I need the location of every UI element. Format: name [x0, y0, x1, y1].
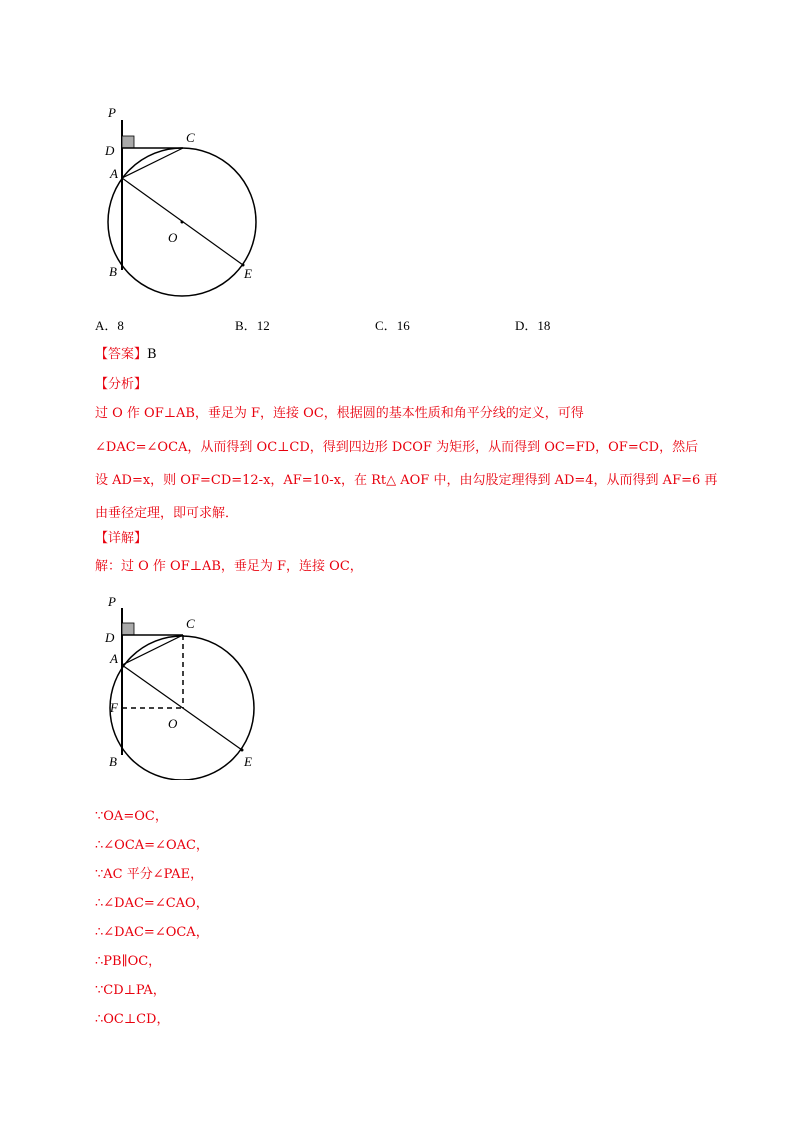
label-b-2: B [109, 754, 117, 769]
label-p: P [108, 105, 116, 120]
answer-value: B [147, 347, 157, 362]
step-8: ∴OC⊥CD， [95, 1012, 170, 1027]
choice-d-value: 18 [537, 318, 551, 333]
analysis-line-4: 由垂径定理，即可求解． [95, 506, 239, 521]
answer-choices [95, 315, 595, 335]
choice-d-letter: D [515, 318, 525, 333]
line-ac [122, 148, 183, 178]
right-angle-mark-2 [122, 623, 134, 635]
label-p-2: P [108, 594, 116, 609]
step-1: ∵OA=OC， [95, 809, 168, 824]
choice-c-value: 16 [396, 318, 410, 333]
answer-line [95, 346, 157, 364]
choice-b-value: 12 [256, 318, 270, 333]
step-7: ∵CD⊥PA， [95, 983, 166, 998]
step-4: ∴∠DAC=∠CAO， [95, 896, 209, 911]
analysis-label: 【分析】 [95, 377, 148, 392]
choice-d: D．18 [515, 318, 551, 333]
label-c: C [186, 130, 195, 145]
label-d: D [105, 143, 115, 158]
label-e-2: E [244, 754, 252, 769]
choice-a-value: 8 [117, 318, 124, 333]
detail-intro: 解：过 O 作 OF⊥AB，垂足为 F，连接 OC， [95, 559, 363, 574]
label-o-2: O [168, 716, 178, 731]
right-angle-mark [122, 136, 134, 148]
step-3: ∵AC 平分∠PAE， [95, 867, 204, 882]
figure-1 [100, 100, 280, 305]
label-a-2: A [110, 651, 118, 666]
detail-label: 【详解】 [95, 531, 148, 546]
label-b: B [109, 264, 117, 279]
analysis-line-3: 设 AD=x，则 OF=CD=12-x，AF=10-x，在 Rt△ AOF 中，由勾股定理得到 AD=4，从而得到 AF=6 再 [95, 473, 718, 488]
step-5: ∴∠DAC=∠OCA， [95, 925, 209, 940]
label-e: E [244, 266, 252, 281]
step-2: ∴∠OCA=∠OAC， [95, 838, 209, 853]
line-ac-2 [122, 635, 183, 665]
choice-a-letter: A [95, 318, 105, 333]
choice-c: C．16 [375, 318, 410, 333]
choice-b: B．12 [235, 318, 270, 333]
step-6: ∴PB∥OC， [95, 954, 162, 969]
analysis-line-1: 过 O 作 OF⊥AB，垂足为 F，连接 OC，根据圆的基本性质和角平分线的定义，可得 [95, 406, 584, 421]
label-o: O [168, 230, 178, 245]
choice-b-letter: B [235, 318, 244, 333]
point-e-2 [241, 749, 244, 752]
choice-c-letter: C [375, 318, 384, 333]
label-f-2: F [110, 700, 118, 715]
point-o [181, 221, 184, 224]
figure-2 [100, 590, 280, 780]
choice-a: A．8 [95, 318, 124, 333]
label-a: A [110, 166, 118, 181]
label-d-2: D [105, 630, 115, 645]
analysis-line-2: ∠DAC=∠OCA，从而得到 OC⊥CD，得到四边形 DCOF 为矩形，从而得到 OC=FD，OF=CD，然后 [95, 440, 699, 455]
label-c-2: C [186, 616, 195, 631]
answer-label: 【答案】 [95, 347, 148, 362]
